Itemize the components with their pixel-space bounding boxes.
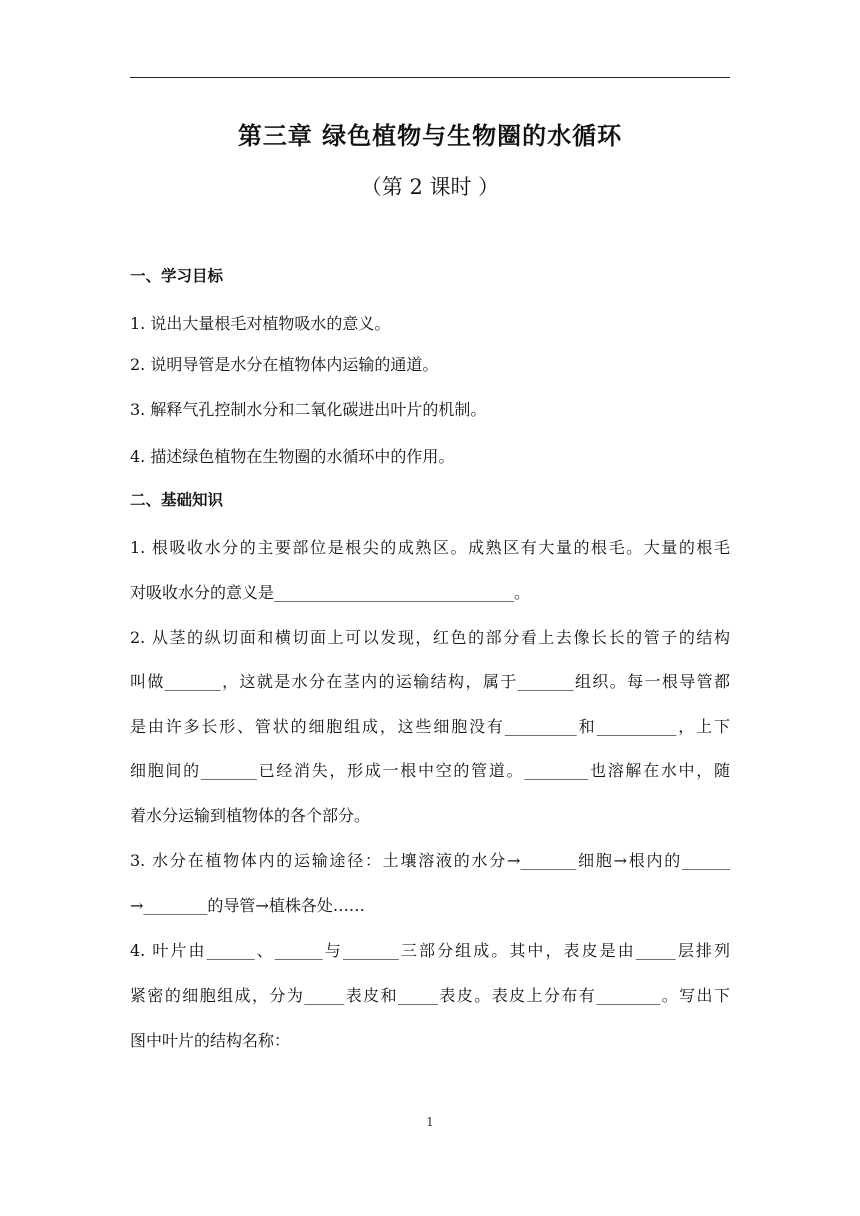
objective-item: 4. 描述绿色植物在生物圈的水循环中的作用。	[130, 447, 455, 466]
page-title: 第三章 绿色植物与生物圈的水循环	[237, 122, 623, 150]
text-line: 3. 水分在植物体内的运输途径：土壤溶液的水分→_______细胞→根内的______	[130, 851, 730, 870]
text-line: 1. 根吸收水分的主要部位是根尖的成熟区。成熟区有大量的根毛。大量的根毛	[130, 538, 730, 557]
objective-item: 2. 说明导管是水分在植物体内运输的通道。	[130, 355, 439, 374]
objective-item: 1. 说出大量根毛对植物吸水的意义。	[130, 314, 391, 333]
page-subtitle: （第 2 课时 ）	[360, 175, 500, 199]
objective-item: 3. 解释气孔控制水分和二氧化碳进出叶片的机制。	[130, 400, 487, 419]
text-line: 着水分运输到植物体的各个部分。	[130, 806, 371, 825]
text-line: 2. 从茎的纵切面和横切面上可以发现，红色的部分看上去像长长的管子的结构	[130, 628, 730, 647]
section-heading-objectives: 一、学习目标	[130, 267, 224, 285]
text-line: 细胞间的_______已经消失，形成一根中空的管道。________也溶解在水中，随	[130, 761, 730, 780]
page-number: 1	[426, 1115, 434, 1129]
header-rule	[130, 77, 730, 78]
text-line: 图中叶片的结构名称：	[130, 1031, 291, 1050]
section-heading-basics: 二、基础知识	[130, 491, 224, 509]
text-line: 叫做_______，这就是水分在茎内的运输结构，属于_______组织。每一根导管都	[130, 672, 730, 691]
text-line: →________的导管→植株各处……	[130, 896, 365, 915]
text-line: 对吸收水分的意义是______________________________。	[130, 583, 531, 602]
text-line: 4. 叶片由______、______与_______三部分组成。其中，表皮是由_____层排列	[130, 941, 730, 960]
text-line: 是由许多长形、管状的细胞组成，这些细胞没有_________和__________，上下	[130, 717, 730, 736]
text-line: 紧密的细胞组成，分为_____表皮和_____表皮。表皮上分布有________。写出下	[130, 986, 730, 1005]
